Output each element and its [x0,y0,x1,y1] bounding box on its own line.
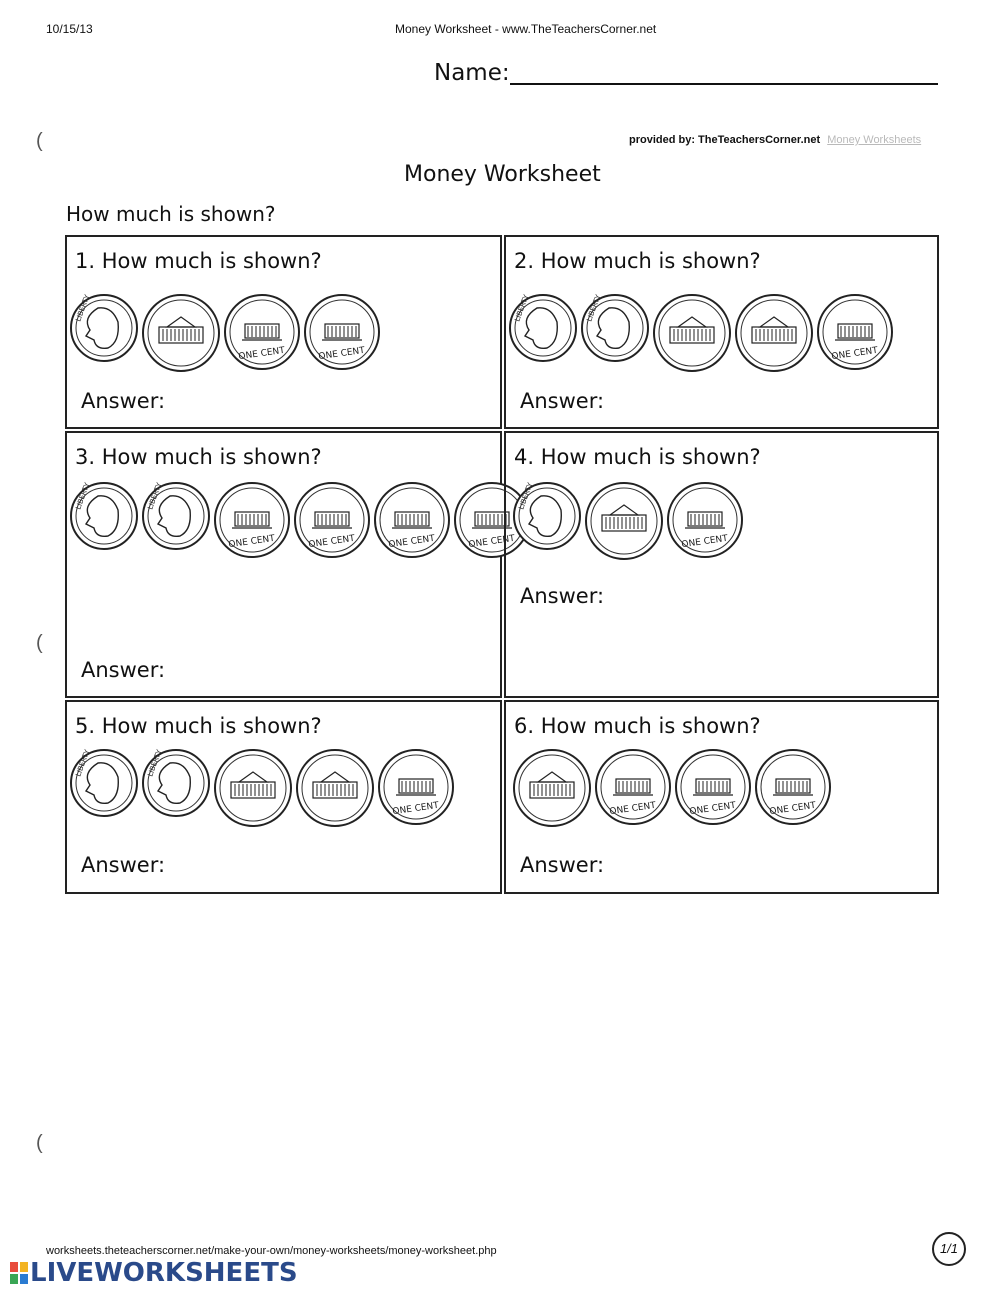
penny-coin-icon [756,750,830,824]
answer-label[interactable]: Answer: [81,658,166,682]
svg-text:ONE CENT: ONE CENT [387,533,436,551]
penny-coin-icon [596,750,670,824]
header-title: Money Worksheet - www.TheTeachersCorner.net [395,22,657,36]
question-box-4 [504,431,939,698]
svg-text:ONE CENT: ONE CENT [307,533,356,551]
answer-label[interactable]: Answer: [520,389,605,413]
provided-by-text: provided by: TheTeachersCorner.net [629,134,821,146]
dime-coin-icon [71,748,137,816]
svg-text:LIBERTY: LIBERTY [585,293,603,323]
svg-text:ONE CENT: ONE CENT [768,800,817,818]
footer-url: worksheets.theteacherscorner.net/make-your-own/money-worksheets/money-worksheet.php [46,1245,497,1257]
dime-coin-icon [143,481,209,549]
dime-coin-icon [510,293,576,361]
nickel-coin-icon [586,483,662,559]
question-label: 3. How much is shown? [75,445,322,469]
nickel-coin-icon [514,750,590,826]
money-worksheets-link[interactable]: Money Worksheets [827,134,922,146]
worksheet-title: Money Worksheet [404,162,601,187]
worksheet-subtitle: How much is shown? [66,202,276,226]
dime-coin-icon [71,293,137,361]
name-label: Name: [434,60,510,86]
svg-text:LIBERTY: LIBERTY [146,748,164,778]
penny-coin-icon [379,750,453,824]
svg-text:ONE CENT: ONE CENT [680,533,729,551]
penny-coin-icon [215,483,289,557]
question-label: 5. How much is shown? [75,714,322,738]
svg-text:ONE CENT: ONE CENT [227,533,276,551]
question-box-1 [65,235,502,429]
svg-text:ONE CENT: ONE CENT [688,800,737,818]
penny-coin-icon [676,750,750,824]
binder-hole-mark: ( [36,632,43,654]
question-label: 4. How much is shown? [514,445,761,469]
svg-text:ONE CENT: ONE CENT [608,800,657,818]
nickel-coin-icon [297,750,373,826]
svg-text:LIBERTY: LIBERTY [517,481,535,511]
nickel-coin-icon [215,750,291,826]
header-date: 10/15/13 [46,22,93,36]
svg-text:LIBERTY: LIBERTY [74,293,92,323]
logo-text: LIVEWORKSHEETS [30,1258,298,1288]
penny-coin-icon [818,295,892,369]
svg-text:ONE CENT: ONE CENT [467,533,516,551]
question-label: 1. How much is shown? [75,249,322,273]
penny-coin-icon [225,295,299,369]
dime-coin-icon [582,293,648,361]
nickel-coin-icon [143,295,219,371]
nickel-coin-icon [654,295,730,371]
question-box-3 [65,431,516,698]
binder-hole-mark: ( [36,130,43,152]
binder-hole-mark: ( [36,1132,43,1154]
penny-coin-icon [305,295,379,369]
question-label: 2. How much is shown? [514,249,761,273]
penny-coin-icon [375,483,449,557]
name-input-line[interactable] [510,83,938,85]
svg-text:ONE CENT: ONE CENT [237,345,286,363]
question-box-6 [504,700,939,894]
question-box-5 [65,700,502,894]
dime-coin-icon [143,748,209,816]
dime-coin-icon [71,481,137,549]
answer-label[interactable]: Answer: [81,853,166,877]
svg-text:LIBERTY: LIBERTY [146,481,164,511]
dime-coin-icon [514,481,580,549]
answer-label[interactable]: Answer: [81,389,166,413]
svg-text:LIBERTY: LIBERTY [74,748,92,778]
liveworksheets-logo [10,1258,298,1288]
svg-text:ONE CENT: ONE CENT [317,345,366,363]
answer-label[interactable]: Answer: [520,584,605,608]
svg-text:LIBERTY: LIBERTY [74,481,92,511]
penny-coin-icon [295,483,369,557]
nickel-coin-icon [736,295,812,371]
svg-text:ONE CENT: ONE CENT [391,800,440,818]
logo-mark-icon [10,1262,28,1284]
answer-label[interactable]: Answer: [520,853,605,877]
svg-text:ONE CENT: ONE CENT [830,345,879,363]
penny-coin-icon [668,483,742,557]
page-number: 1/1 [932,1232,966,1266]
provided-by [629,134,921,146]
question-box-2 [504,235,939,429]
question-label: 6. How much is shown? [514,714,761,738]
coin-row [506,433,941,700]
svg-text:LIBERTY: LIBERTY [513,293,531,323]
